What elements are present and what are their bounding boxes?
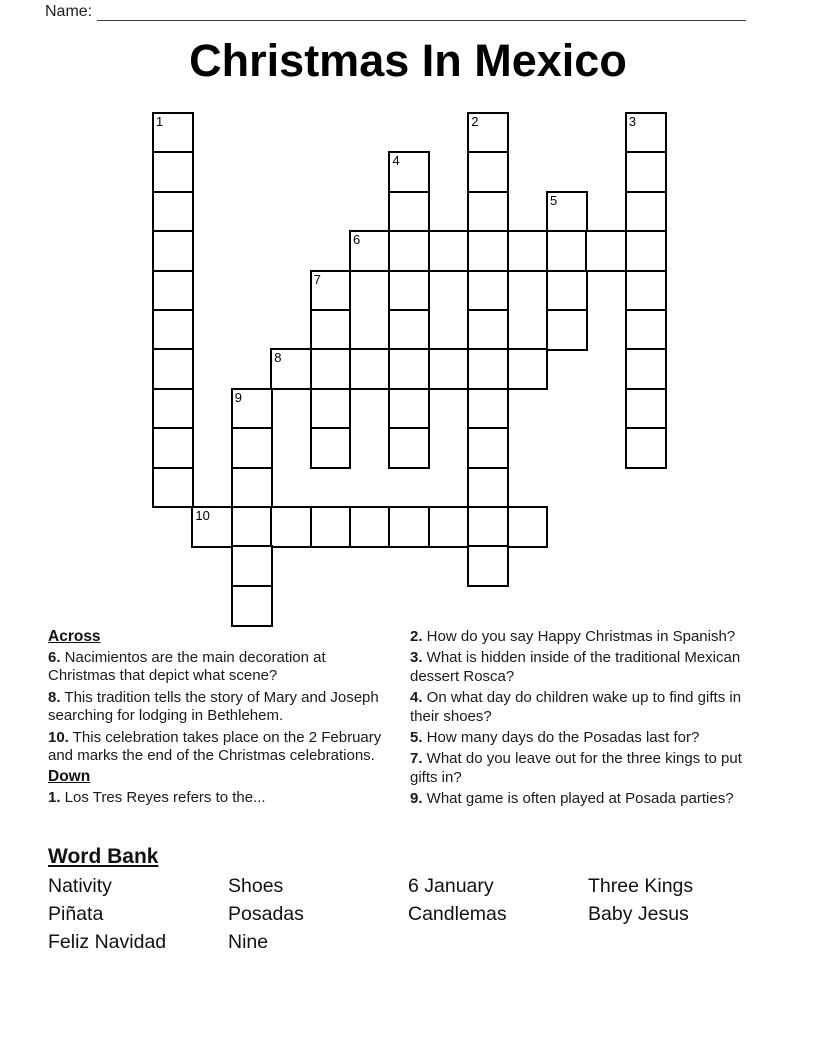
grid-cell[interactable] bbox=[310, 348, 352, 390]
clue-number: 5 bbox=[550, 192, 558, 208]
grid-cell[interactable] bbox=[349, 506, 391, 548]
grid-cell[interactable] bbox=[625, 427, 667, 469]
clue-num: 5. bbox=[410, 729, 423, 747]
clue-num: 6. bbox=[48, 648, 61, 666]
word-bank-grid bbox=[48, 875, 778, 953]
grid-cell[interactable] bbox=[625, 191, 667, 233]
clue-number: 4 bbox=[392, 153, 400, 169]
clue: 4. On what day do children wake up to find gifts in their shoes? bbox=[410, 689, 742, 725]
clue-num: 2. bbox=[410, 628, 423, 645]
name-row bbox=[45, 2, 746, 21]
word-bank-word: Shoes bbox=[228, 875, 284, 897]
clue: 1. Los Tres Reyes refers to the... bbox=[48, 789, 266, 807]
grid-cell[interactable] bbox=[467, 112, 509, 154]
grid-cell[interactable] bbox=[507, 348, 549, 390]
word-bank-heading: Word Bank bbox=[48, 845, 159, 868]
clue-number: 8 bbox=[274, 350, 282, 366]
grid-cell[interactable] bbox=[467, 230, 509, 272]
grid-cell[interactable] bbox=[152, 309, 194, 351]
grid-cell[interactable] bbox=[191, 506, 233, 548]
grid-cell[interactable] bbox=[388, 348, 430, 390]
grid-cell[interactable] bbox=[388, 427, 430, 469]
grid-cell[interactable] bbox=[467, 309, 509, 351]
word-bank-word: Piñata bbox=[48, 903, 104, 925]
clue: 10. This celebration takes place on the 2 February and marks the end of the Christmas celebrations. bbox=[48, 728, 382, 765]
grid-cell[interactable] bbox=[231, 506, 273, 548]
grid-cell[interactable] bbox=[152, 270, 194, 312]
clue-num: 4. bbox=[410, 689, 423, 707]
grid-cell[interactable] bbox=[231, 545, 273, 587]
grid-cell[interactable] bbox=[152, 388, 194, 430]
grid-cell[interactable] bbox=[625, 230, 667, 272]
clue: 2. How do you say Happy Christmas in Spanish? bbox=[410, 628, 736, 645]
grid-cell[interactable] bbox=[152, 467, 194, 509]
grid-cell[interactable] bbox=[388, 309, 430, 351]
clue: 6. Nacimientos are the main decoration at Christmas that depict what scene? bbox=[48, 648, 326, 685]
grid-cell[interactable] bbox=[625, 112, 667, 154]
grid-cell[interactable] bbox=[546, 230, 588, 272]
word-bank-word: Candlemas bbox=[408, 903, 507, 925]
grid-cell[interactable] bbox=[270, 348, 312, 390]
word-bank-word: Nativity bbox=[48, 875, 112, 897]
grid-cell[interactable] bbox=[625, 309, 667, 351]
grid-cell[interactable] bbox=[152, 112, 194, 154]
clue-section-heading: Down bbox=[48, 768, 91, 786]
clue-num: 1. bbox=[48, 789, 61, 807]
grid-cell[interactable] bbox=[428, 230, 470, 272]
grid-cell[interactable] bbox=[388, 151, 430, 193]
clue: 9. What game is often played at Posada parties? bbox=[410, 790, 734, 808]
grid-cell[interactable] bbox=[388, 191, 430, 233]
grid-cell[interactable] bbox=[152, 230, 194, 272]
grid-cell[interactable] bbox=[152, 427, 194, 469]
grid-cell[interactable] bbox=[231, 427, 273, 469]
word-bank bbox=[48, 845, 778, 953]
word-bank-word: Baby Jesus bbox=[588, 903, 689, 925]
grid-cell[interactable] bbox=[310, 270, 352, 312]
name-fill-line[interactable] bbox=[97, 3, 746, 21]
clue-number: 6 bbox=[353, 232, 361, 248]
word-bank-word bbox=[588, 931, 778, 953]
grid-cell[interactable] bbox=[388, 388, 430, 430]
grid-cell[interactable] bbox=[467, 348, 509, 390]
grid-cell[interactable] bbox=[270, 506, 312, 548]
clue: 3. What is hidden inside of the traditional Mexican dessert Rosca? bbox=[410, 649, 741, 685]
grid-cell[interactable] bbox=[388, 230, 430, 272]
grid-cell[interactable] bbox=[625, 270, 667, 312]
clue: 7. What do you leave out for the three kings to put gifts in? bbox=[410, 750, 742, 786]
grid-cell[interactable] bbox=[625, 348, 667, 390]
grid-cell[interactable] bbox=[546, 191, 588, 233]
word-bank-word: Feliz Navidad bbox=[48, 931, 167, 953]
word-bank-word bbox=[408, 931, 588, 953]
word-bank-word: Posadas bbox=[228, 903, 304, 925]
grid-cell[interactable] bbox=[467, 545, 509, 587]
grid-cell[interactable] bbox=[428, 348, 470, 390]
clue-number: 10 bbox=[195, 508, 210, 523]
word-bank-word: 6 January bbox=[408, 875, 494, 897]
page-title: Christmas In Mexico bbox=[189, 35, 627, 86]
clue-num: 10. bbox=[48, 728, 69, 746]
grid-cell[interactable] bbox=[388, 270, 430, 312]
grid-cell[interactable] bbox=[231, 585, 273, 627]
word-bank-word: Three Kings bbox=[588, 875, 694, 897]
clue-num: 8. bbox=[48, 688, 61, 706]
grid-cell[interactable] bbox=[467, 467, 509, 509]
grid-cell[interactable] bbox=[546, 309, 588, 351]
grid-cell[interactable] bbox=[388, 506, 430, 548]
clue-number: 1 bbox=[156, 114, 164, 129]
grid-cell[interactable] bbox=[467, 191, 509, 233]
grid-cell[interactable] bbox=[467, 270, 509, 312]
grid-cell[interactable] bbox=[467, 506, 509, 548]
clue-number: 7 bbox=[313, 271, 321, 287]
grid-cell[interactable] bbox=[428, 506, 470, 548]
word-bank-word: Nine bbox=[228, 931, 269, 953]
grid-cell[interactable] bbox=[585, 230, 627, 272]
grid-cell[interactable] bbox=[152, 348, 194, 390]
grid-cell[interactable] bbox=[152, 191, 194, 233]
grid-cell[interactable] bbox=[349, 348, 391, 390]
clue: 8. This tradition tells the story of Mary and Joseph searching for lodging in Bethlehem. bbox=[48, 688, 379, 725]
name-label: Name: bbox=[45, 3, 93, 20]
grid-cell[interactable] bbox=[349, 230, 391, 272]
grid-cell[interactable] bbox=[231, 388, 273, 430]
grid-cell[interactable] bbox=[310, 427, 352, 469]
grid-cell[interactable] bbox=[310, 506, 352, 548]
grid-cell[interactable] bbox=[625, 388, 667, 430]
grid-cell[interactable] bbox=[625, 151, 667, 193]
grid-cell[interactable] bbox=[152, 151, 194, 193]
grid-cell[interactable] bbox=[546, 270, 588, 312]
clue-num: 7. bbox=[410, 750, 423, 768]
grid-cell[interactable] bbox=[467, 427, 509, 469]
grid-cell[interactable] bbox=[310, 388, 352, 430]
clue-number: 3 bbox=[628, 114, 637, 129]
clue-num: 3. bbox=[410, 649, 423, 667]
clue-section-heading: Across bbox=[48, 628, 101, 645]
clue: 5. How many days do the Posadas last for? bbox=[410, 729, 700, 747]
crossword-grid bbox=[152, 112, 668, 628]
clue-number: 9 bbox=[234, 389, 243, 405]
grid-cell[interactable] bbox=[231, 467, 273, 509]
grid-cell[interactable] bbox=[310, 309, 352, 351]
grid-cell[interactable] bbox=[507, 230, 549, 272]
clues-column-left bbox=[48, 628, 395, 810]
clue-num: 9. bbox=[410, 790, 423, 808]
grid-cell[interactable] bbox=[467, 151, 509, 193]
grid-cell[interactable] bbox=[467, 388, 509, 430]
grid-cell[interactable] bbox=[507, 506, 549, 548]
clue-number: 2 bbox=[471, 114, 479, 129]
clues-column-right bbox=[410, 628, 750, 811]
